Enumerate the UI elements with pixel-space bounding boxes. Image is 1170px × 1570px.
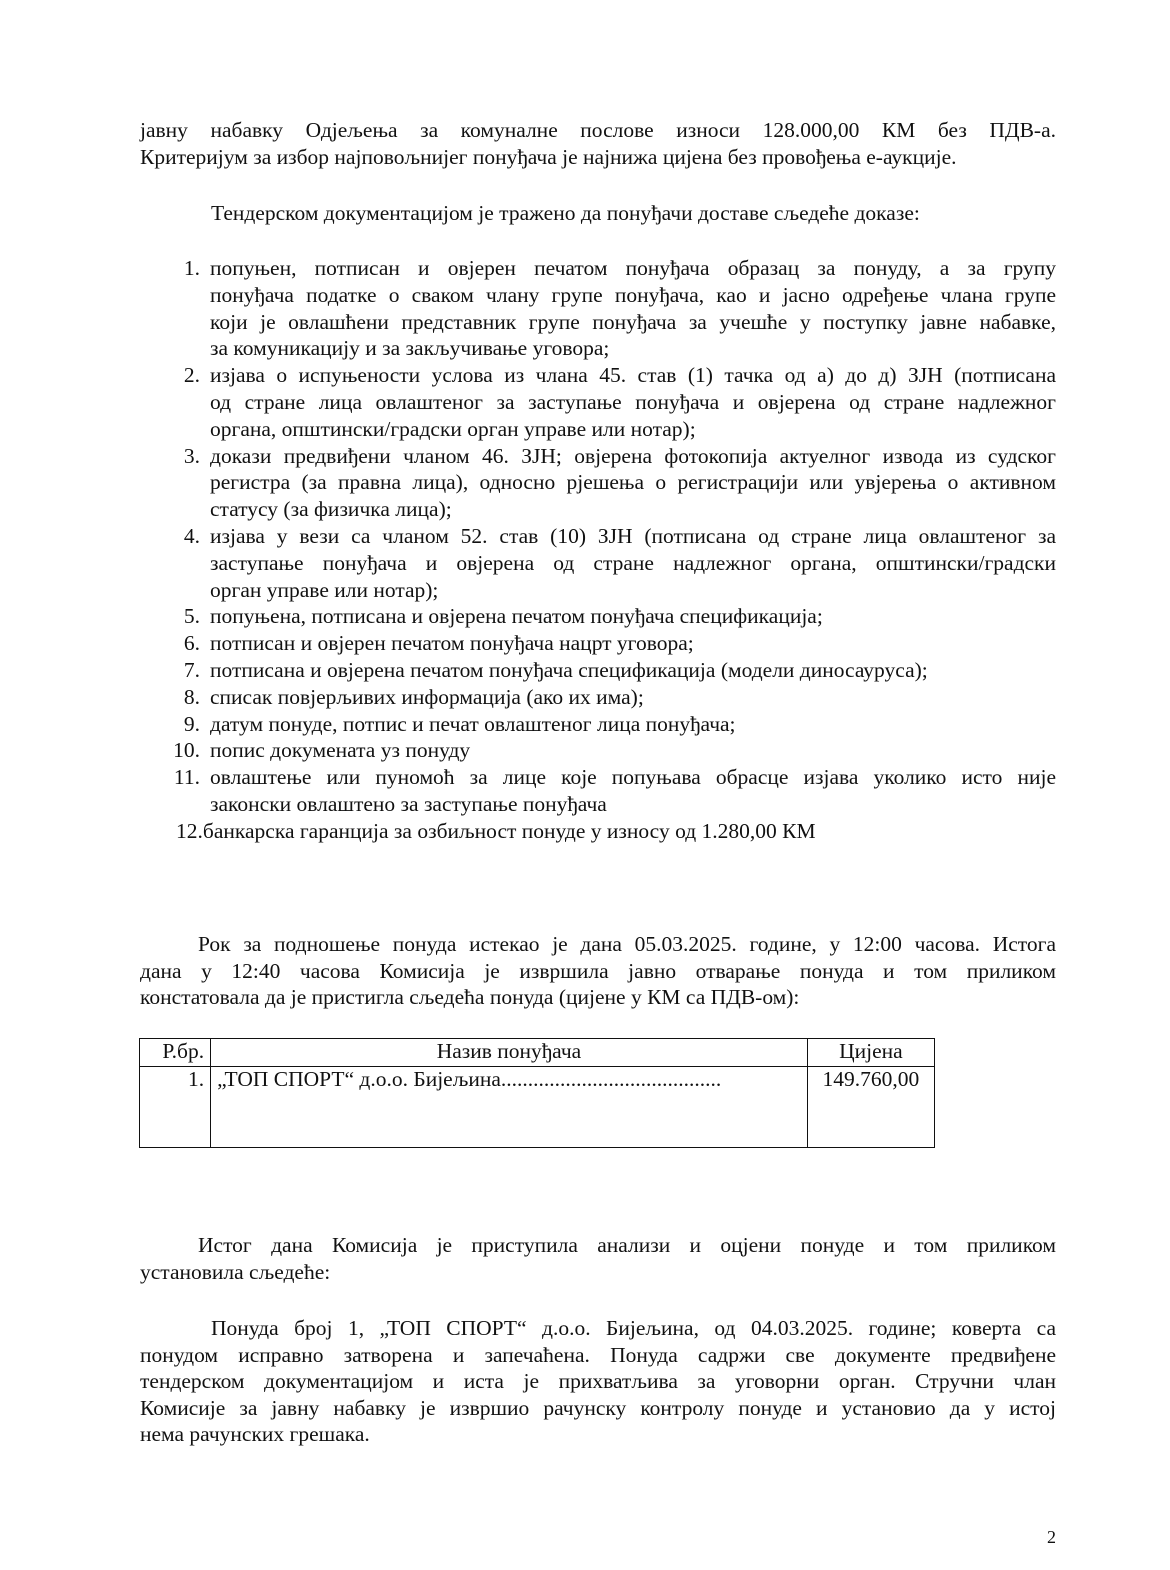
list-item-text (210, 764, 1056, 818)
header-price: Цијена (807, 1039, 934, 1067)
list-item-line: списак повјерљивих информација (ако их има); (210, 684, 644, 709)
list-item-line: изјава о испуњености услова из члана 45. став (1) тачка од а) до д) ЗЈН (потписана (210, 363, 1056, 388)
list-item-number: 11. (173, 765, 200, 790)
list-item-line: који је овлашћени представник групе понуђача за учешће у поступку јавне набавке, (210, 309, 1056, 334)
table-header-row (140, 1039, 935, 1067)
deadline-line-2: дана у 12:40 часова Комисија је извршила јавно отварање понуда и том приликом (140, 958, 1056, 983)
list-item-text (210, 523, 1056, 603)
row-no: 1. (140, 1067, 211, 1148)
list-item (170, 443, 1056, 523)
list-item-line: датум понуде, потпис и печат овлаштеног лица понуђача; (210, 711, 736, 736)
list-item-line: потписан и овјерен печатом понуђача нацрт уговора; (210, 631, 694, 656)
list-item (170, 711, 1056, 738)
intro-paragraph (140, 117, 1056, 170)
list-item (170, 764, 1056, 818)
list-item-number: 6. (183, 631, 200, 656)
list-item-line: овлаштење или пуномоћ за лице које попуњава обрасце изјава уколико исто није (210, 765, 1056, 790)
list-item-line: попуњена, потписана и овјерена печатом понуђача спецификација; (210, 604, 823, 629)
row-bidder-name: „ТОП СПОРТ“ д.о.о. Бијељина......................................... (211, 1067, 808, 1148)
deadline-line-3: констатовала да је пристигла сљедећа понуда (цијене у КМ са ПДВ-ом): (140, 985, 800, 1009)
list-item-text (210, 684, 1056, 711)
list-item-line: попис докумената уз понуду (210, 738, 471, 763)
list-item-number: 9. (183, 711, 200, 736)
row-price: 149.760,00 (807, 1067, 934, 1148)
list-item (170, 603, 1056, 630)
list-item-line: органа, општински/градски орган управе или нотар); (210, 416, 696, 441)
list-item-text (210, 443, 1056, 523)
list-item-line: докази предвиђени чланом 46. ЗЈН; овјерена фотокопија актуелног извода из судског (210, 443, 1056, 468)
offer-line-4: Комисије за јавну набавку је извршио рачунску контролу понуде и установио да у истој (140, 1395, 1056, 1420)
list-item (170, 737, 1056, 764)
offers-table (139, 1038, 935, 1148)
list-item-line: законски овлаштено за заступање понуђача (210, 791, 607, 816)
list-item-text: 12.банкарска гаранција за озбиљност понуде у износу од 1.280,00 КМ (176, 818, 816, 843)
table-row (140, 1067, 935, 1148)
list-item-number: 1. (183, 256, 200, 280)
intro-line-2: Критеријум за избор најповољнијег понуђача је најнижа цијена без провођења е-аукције. (140, 144, 957, 169)
list-item (170, 255, 1056, 362)
list-item-number: 7. (183, 657, 200, 682)
list-item (170, 684, 1056, 711)
list-item-line: статусу (за физичка лица); (210, 497, 452, 522)
offer-line-5: нема рачунских грешака. (140, 1422, 370, 1446)
list-item (170, 630, 1056, 657)
offer-evaluation-paragraph (140, 1315, 1056, 1448)
list-item-number: 8. (183, 684, 200, 709)
list-item-number: 5. (183, 604, 200, 629)
list-item-number: 3. (183, 443, 200, 468)
list-item-number: 2. (183, 363, 200, 388)
header-name: Назив понуђача (211, 1039, 808, 1067)
offer-line-3: тендерском документацијом и иста је прихватљива за уговорни орган. Стручни члан (140, 1369, 1056, 1393)
tender-docs-intro (211, 200, 1056, 227)
list-item-text (210, 711, 1056, 738)
analysis-line-2: установила сљедеће: (140, 1259, 331, 1284)
list-item-line: понуђача податке о сваком члану групе понуђача, као и јасно одређење члана групе (210, 282, 1056, 307)
list-item (170, 657, 1056, 684)
analysis-paragraph (140, 1232, 1056, 1285)
intro-line-1: јавну набавку Одјељења за комуналне послове износи 128.000,00 КМ без ПДВ-а. (140, 118, 1056, 142)
list-item-line: потписана и овјерена печатом понуђача спецификација (модели диносауруса); (210, 657, 928, 682)
list-item-line: изјава у вези са чланом 52. став (10) ЗЈН (потписана од стране лица овлаштеног за (210, 523, 1056, 548)
offer-line-1: Понуда број 1, „ТОП СПОРТ“ д.о.о. Бијељина, од 04.03.2025. године; коверта са (211, 1316, 1056, 1340)
list-item-number: 4. (183, 523, 200, 548)
list-item-line: попуњен, потписан и овјерен печатом понуђача образац за понуду, а за групу (210, 256, 1056, 280)
page-number: 2 (1047, 1527, 1056, 1547)
list-item (170, 362, 1056, 442)
tender-docs-intro-text: Тендерском документацијом је тражено да понуђачи доставе сљедеће доказе: (211, 201, 920, 225)
analysis-line-1: Истог дана Комисија је приступила анализи и оцјени понуде и том приликом (198, 1233, 1056, 1257)
list-item-line: регистра (за правна лица), односно рјешења о регистрацији или увјерења о активном (210, 470, 1056, 495)
offer-line-2: понудом исправно затворена и запечаћена. Понуда садржи све документе предвиђене (140, 1342, 1056, 1367)
list-item-line: заступање понуђача и овјерена од стране надлежног органа, општински/градски (210, 550, 1056, 575)
list-item-text (210, 362, 1056, 442)
list-item (170, 818, 1056, 845)
list-item-text (210, 737, 1056, 764)
list-item-line: од стране лица овлаштеног за заступање понуђача и овјерена од стране надлежног (210, 389, 1056, 414)
deadline-line-1: Рок за подношење понуда истекао је дана 05.03.2025. године, у 12:00 часова. Истога (198, 932, 1056, 956)
list-item-text (210, 603, 1056, 630)
list-item (170, 523, 1056, 603)
list-item-line: орган управе или нотар); (210, 577, 439, 602)
list-item-number: 10. (173, 738, 200, 763)
list-item-text (210, 630, 1056, 657)
list-item-text (210, 657, 1056, 684)
list-item-text (210, 255, 1056, 362)
list-item-line: за комуникацију и за закључивање уговора; (210, 336, 610, 361)
deadline-paragraph (140, 931, 1056, 1011)
requirements-list (170, 255, 1056, 845)
header-no: Р.бр. (140, 1039, 211, 1067)
